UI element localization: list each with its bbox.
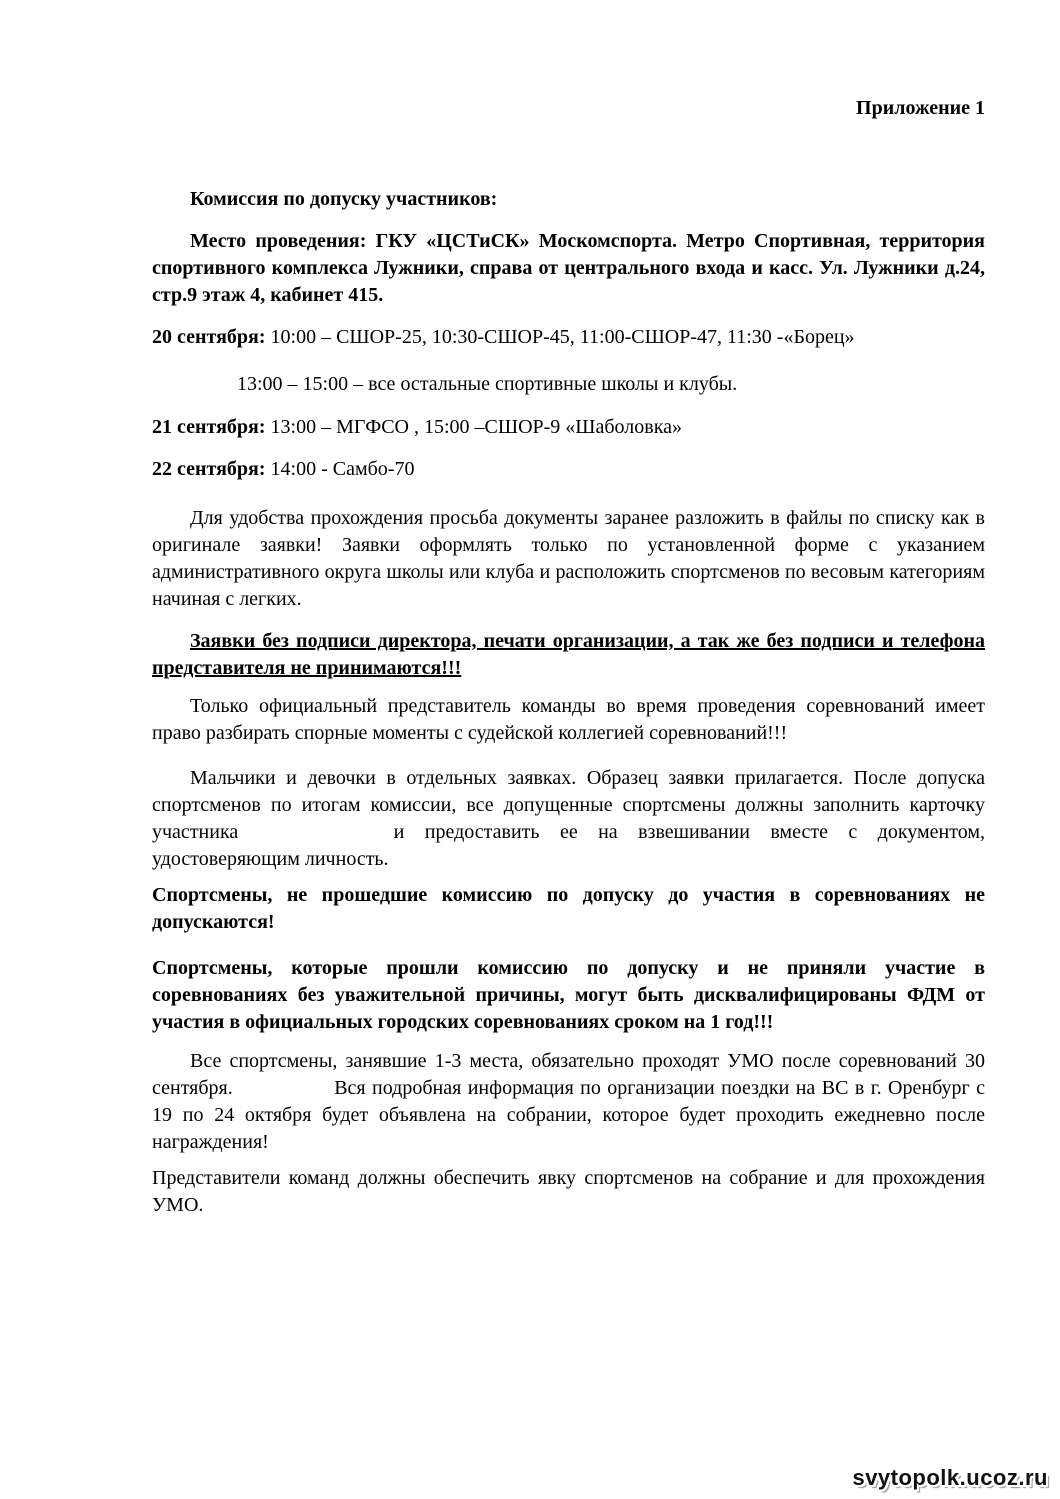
disqualification-warning-paragraph: Спортсмены, которые прошли комиссию по допуску и не приняли участие в соревнованиях без уважительной причины, могут быть дисквалифицированы ФДМ от участия в официальных городских соревнованиях сроком на 1 год!!!	[152, 957, 985, 1033]
umo-paragraph	[152, 1048, 985, 1156]
no-signature-warning-paragraph: Заявки без подписи директора, печати организации, а так же без подписи и телефона представителя не принимаются!!!	[152, 630, 985, 679]
schedule-line-day1-extra	[152, 371, 985, 398]
commission-heading: Комиссия по допуску участников:	[190, 188, 498, 210]
entries-paragraph	[152, 765, 985, 873]
schedule-day3-details: 14:00 - Самбо-70	[270, 458, 415, 480]
schedule-line-day2	[152, 414, 985, 441]
schedule-day1-date: 20 сентября:	[152, 326, 266, 348]
umo-text-part2: Вся подробная информация по организации поездки на ВС в г. Оренбург с 19 по 24 октября будет объявлена на собрании, которое будет проходить ежедневно после награждения!	[152, 1077, 985, 1153]
schedule-line-day1	[152, 324, 985, 351]
schedule-day3-date: 22 сентября:	[152, 458, 266, 480]
entries-text-part2: и предоставить ее на взвешивании вместе с документом, удостоверяющим личность.	[152, 821, 985, 870]
files-note-paragraph: Для удобства прохождения просьба документы заранее разложить в файлы по списку как в оригинале заявки! Заявки оформлять только по установленной форме с указанием административного округа школы или клуба и расположить спортсменов по весовым категориям начиная с легких.	[152, 507, 985, 610]
schedule-day1-details: 10:00 – СШОР-25, 10:30-СШОР-45, 11:00-СШОР-47, 11:30 -«Борец»	[270, 326, 855, 348]
appendix-label: Приложение 1	[856, 97, 985, 119]
entries-text-part1: Мальчики и девочки в отдельных заявках. Образец заявки прилагается. После допуска спортсменов по итогам комиссии, все допущенные спортсмены должны заполнить карточку участника	[152, 767, 985, 843]
not-passed-warning-paragraph: Спортсмены, не прошедшие комиссию по допуску до участия в соревнованиях не допускаются!	[152, 884, 985, 933]
schedule-line-day3	[152, 456, 985, 483]
schedule-day2-date: 21 сентября:	[152, 416, 266, 438]
official-representative-paragraph: Только официальный представитель команды во время проведения соревнований имеет право разбирать спорные моменты с судейской коллегией соревнований!!!	[152, 695, 985, 744]
site-watermark: svytopolk.ucoz.ru	[852, 1465, 1048, 1490]
schedule-day2-details: 13:00 – МГФСО , 15:00 –СШОР-9 «Шаболовка»	[270, 416, 682, 438]
umo-text-part1: Все спортсмены, занявшие 1-3 места, обязательно проходят УМО после соревнований 30 сентября.	[152, 1050, 985, 1099]
representatives-paragraph: Представители команд должны обеспечить явку спортсменов на собрание и для прохождения УМО.	[152, 1167, 985, 1216]
document-content	[152, 95, 985, 1234]
venue-paragraph: Место проведения: ГКУ «ЦСТиСК» Москомспорта. Метро Спортивная, территория спортивного комплекса Лужники, справа от центрального входа и касс. Ул. Лужники д.24, стр.9 этаж 4, кабинет 415.	[152, 230, 985, 306]
schedule-day1-extra: 13:00 – 15:00 – все остальные спортивные школы и клубы.	[237, 373, 738, 395]
